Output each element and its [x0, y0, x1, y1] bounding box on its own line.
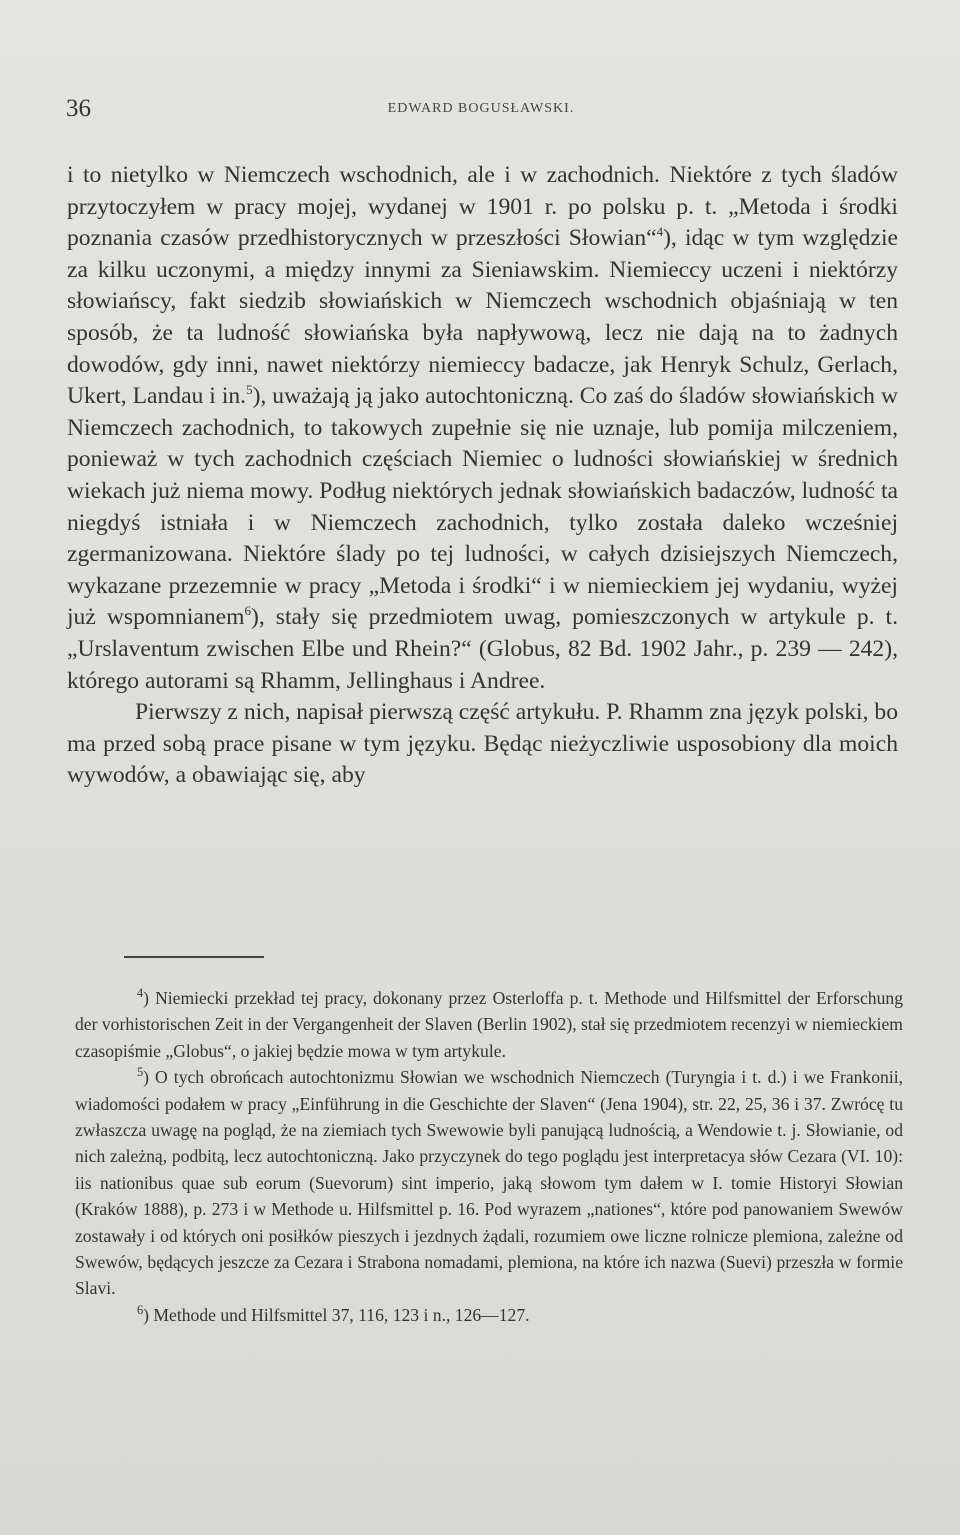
text-segment: ), uważają ją jako autochtoniczną. Co zaś do śladów słowiańskich w Niemczech zachodnich, to takowych zupełnie się nie uznaje, lub pomija milczeniem, ponieważ w tych zachodnich częściach Niemiec o ludności słowiańskiej w średnich wiekach już niema mowy. Podług niektórych jednak słowiańskich badaczów, ludność ta niegdyś istniała i w Niemczech zachodnich, tylko została daleko wcześniej zgermanizowana. Niektóre ślady po tej ludności, w całych dzisiejszych Niemczech, wykazane przezemnie w pracy „Metoda i środki“ i w niemieckiem jej wydaniu, wyżej już wspomnianem — [67, 383, 898, 631]
footnote — [75, 1064, 903, 1302]
footnote-text: ) O tych obrońcach autochtonizmu Słowian we wschodnich Niemczech (Turyngia i t. d.) i we Frankonii, wiadomości podałem w pracy „Einführung in die Geschichte der Slaven“ (Jena 1904), str. 22, 25, 36 i 37. Zwrócę tu zwłaszcza uwagę na pogląd, że na ziemiach tych Swewowie byli panującą ludnością, a Wendowie t. j. Słowianie, od nich zależną, podbitą, lecz autochtoniczną. Jako przyczynek do tego poglądu jest interpretacya słów Cezara (VI. 10): iis nationibus quae sub eorum (Suevorum) sint imperio, jaką słowom tym dałem w I. tomie Historyi Słowian (Kraków 1888), p. 273 i w Methode u. Hilfsmittel p. 16. Pod wyrazem „nationes“, które pod panowaniem Swewów zostawały i od których oni posiłków pieszych i jezdnych żądali, rozumiem owe liczne rolnicze plemiona, zależne od Swewów, będących jeszcze za Cezara i Strabona nomadami, plemiona, na które ich nazwa (Suevi) przeszła w formie Slavi. — [75, 1067, 903, 1299]
footnote-mark: 4 — [137, 986, 144, 1001]
text-segment: ), idąc w tym względzie za kilku uczonymi, a między innymi za Sieniawskim. Niemieccy uczeni i niektórzy słowiańscy, fakt siedzib słowiańskich w Niemczech wschodnich objaśniają w ten sposób, że ta ludność słowiańska była napływową, lecz nie dają na to żadnych dowodów, gdy inni, nawet niektórzy niemieccy badacze, jak Henryk Schulz, Gerlach, Ukert, Landau i in. — [67, 225, 898, 410]
main-text — [67, 160, 898, 792]
footnote-divider — [124, 956, 264, 958]
paragraph: Pierwszy z nich, napisał pierwszą część artykułu. P. Rhamm zna język polski, bo ma przed sobą prace pisane w tym języku. Będąc nieżyczliwie usposobiony dla moich wywodów, a obawiając się, aby — [67, 699, 898, 789]
paragraph — [67, 160, 898, 697]
footnote-text: ) Niemiecki przekład tej pracy, dokonany przez Osterloffa p. t. Methode und Hilfsmittel der Erforschung der vorhistorischen Zeit in der Vergangenheit der Slaven (Berlin 1902), stał się przedmiotem recenzyi w niemieckiem czasopiśmie „Globus“, o jakiej będzie mowa w tym artykule. — [75, 988, 903, 1061]
footnote-ref: 4 — [656, 224, 664, 240]
text-segment: i to nietylko w Niemczech wschodnich, ale i w zachodnich. Niektóre z tych śladów przytoczyłem w pracy mojej, wydanej w 1901 r. po polsku p. t. „Metoda i środki poznania czasów przedhistorycznych w przeszłości Słowian“ — [67, 162, 898, 252]
footnote — [75, 985, 903, 1064]
footnote — [75, 1302, 903, 1328]
footnote-text: ) Methode und Hilfsmittel 37, 116, 123 i n., 126—127. — [143, 1304, 530, 1325]
footnotes — [75, 985, 903, 1328]
page-header — [66, 95, 896, 125]
page-number: 36 — [66, 95, 91, 122]
text-segment: ), stały się przedmiotem uwag, pomieszczonych w artykule p. t. „Urslaventum zwischen Elbe und Rhein?“ (Globus, 82 Bd. 1902 Jahr., p. 239 — 242), którego autorami są Rhamm, Jellinghaus i Andree. — [67, 604, 899, 694]
running-head: EDWARD BOGUSŁAWSKI. — [387, 101, 575, 116]
footnote-mark: 5 — [137, 1065, 144, 1080]
footnote-ref: 6 — [244, 603, 251, 619]
footnote-mark: 6 — [137, 1303, 144, 1318]
footnote-ref: 5 — [246, 382, 253, 398]
